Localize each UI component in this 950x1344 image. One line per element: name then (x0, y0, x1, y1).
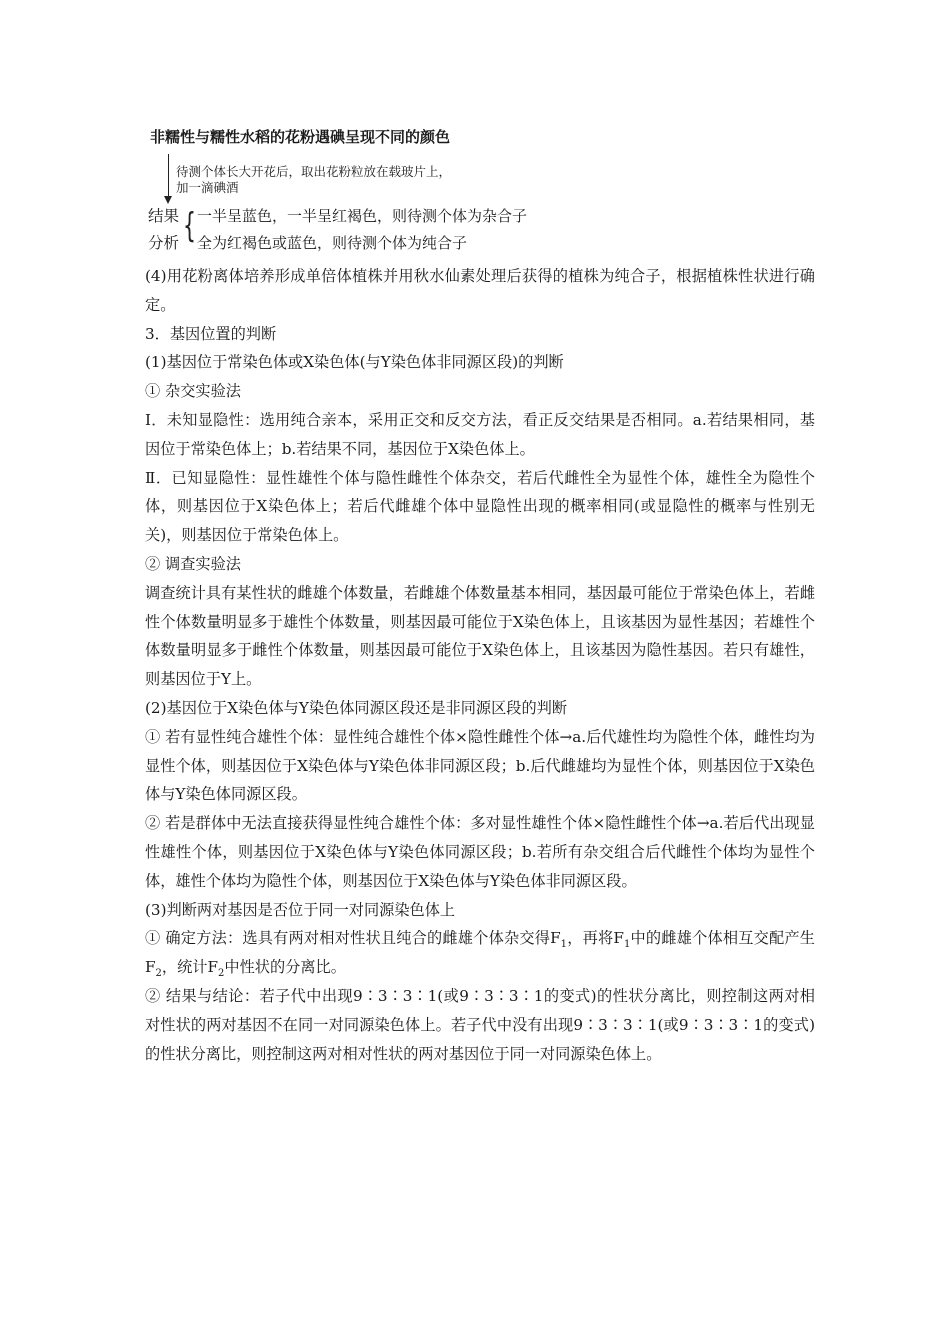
text-run: ，再将F (567, 929, 624, 948)
diagram-step-line1: 待测个体长大开花后，取出花粉粒放在载玻片上， (176, 164, 452, 179)
subscript: 2 (218, 968, 225, 980)
diagram-result-heterozygous: 一半呈蓝色，一半呈红褐色，则待测个体为杂合子 (197, 207, 528, 225)
paragraph: Ⅱ．已知显隐性：显性雄性个体与隐性雌性个体杂交，若后代雌性全为显性个体，雄性全为隐性个体，则基因位于X染色体上；若后代雌雄个体中显隐性出现的概率相同(或显隐性的概率与性别无关)，则基因位于常染色体上。 (145, 468, 815, 545)
down-arrow-icon (168, 154, 169, 198)
arrow-head-icon (164, 196, 172, 204)
paragraph: ② 结果与结论：若子代中出现9∶3∶3∶1(或9∶3∶3∶1的变式)的性状分离比，则控制这两对相对性状的两对基因不在同一对同源染色体上。若子代中没有出现9∶3∶3∶1(或9∶3∶3∶1的变式)的性状分离比，则控制这两对相对性状的两对基因位于同一对同源染色体上。 (145, 986, 815, 1063)
document-body (145, 262, 815, 1068)
method-heading: ② 调查实验法 (145, 554, 241, 573)
paragraph: 调查统计具有某性状的雌雄个体数量，若雌雄个体数量基本相同，基因最可能位于常染色体上，若雌性个体数量明显多于雄性个体数量，则基因最可能位于X染色体上，且该基因为显性基因；若雄性个体数量明显多于雌性个体数量，则基因最可能位于X染色体上，且该基因为隐性基因。若只有雄性，则基因位于Y上。 (145, 583, 815, 689)
section-heading: 3．基因位置的判断 (145, 324, 277, 343)
subscript: 1 (623, 939, 631, 951)
paragraph: ① 若有显性纯合雄性个体：显性纯合雄性个体×隐性雌性个体→a.后代雄性均为隐性个体，雌性均为显性个体，则基因位于X染色体与Y染色体非同源区段；b.后代雌雄均为显性个体，则基因位于X染色体与Y染色体同源区段。 (145, 727, 815, 804)
subscript: 1 (560, 939, 568, 951)
subsection-heading: (1)基因位于常染色体或X染色体(与Y染色体非同源区段)的判断 (145, 353, 564, 372)
paragraph: ② 若是群体中无法直接获得显性纯合雄性个体：多对显性雄性个体×隐性雌性个体→a.若后代出现显性雄性个体，则基因位于X染色体与Y染色体同源区段；b.若所有杂交组合后代雌性个体均为显性个体，雄性个体均为隐性个体，则基因位于X染色体与Y染色体非同源区段。 (145, 814, 815, 890)
subsection-heading: (2)基因位于X染色体与Y染色体同源区段还是非同源区段的判断 (145, 698, 568, 717)
brace-icon: { (183, 206, 196, 246)
text-run: 中性状的分离比。 (224, 958, 346, 977)
diagram-top-text: 非糯性与糯性水稻的花粉遇碘呈现不同的颜色 (150, 128, 451, 146)
subscript: 2 (155, 968, 162, 980)
method-heading: ① 杂交实验法 (145, 382, 241, 401)
diagram-label-analysis: 分析 (148, 234, 180, 252)
text-run: ① 确定方法：选具有两对相对性状且纯合的雌雄个体杂交得F (145, 929, 561, 948)
paragraph: (4)用花粉离体培养形成单倍体植株并用秋水仙素处理后获得的植株为纯合子，根据植株性状进行确定。 (145, 267, 815, 314)
diagram-result-homozygous: 全为红褐色或蓝色，则待测个体为纯合子 (197, 234, 468, 252)
subsection-heading: (3)判断两对基因是否位于同一对同源染色体上 (145, 900, 456, 919)
paragraph (145, 924, 815, 982)
diagram-step-text (176, 164, 451, 196)
pollen-test-diagram (148, 124, 568, 260)
diagram-label-result: 结果 (148, 207, 180, 225)
diagram-step-line2: 加一滴碘酒 (176, 180, 239, 195)
paragraph: Ⅰ．未知显隐性：选用纯合亲本，采用正交和反交方法，看正反交结果是否相同。a.若结果相同，基因位于常染色体上；b.若结果不同，基因位于X染色体上。 (145, 410, 815, 458)
text-run: 中的雌雄个体相互交配产生F (145, 929, 815, 977)
text-run: ，统计F (161, 958, 219, 977)
